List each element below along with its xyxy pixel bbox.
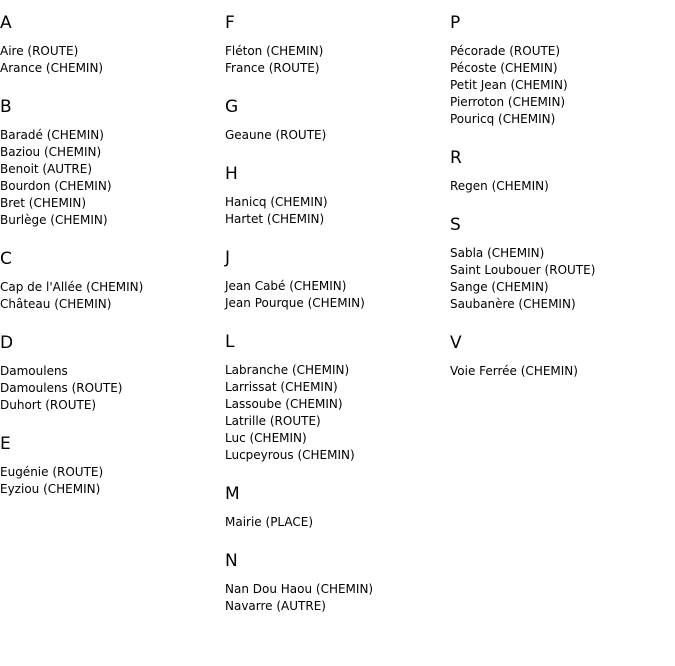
letter-group-r	[450, 148, 675, 195]
street-link[interactable]: Mairie (PLACE)	[225, 515, 314, 529]
street-link[interactable]: Damoulens (ROUTE)	[0, 381, 123, 395]
index-column	[0, 0, 225, 518]
letter-group-e	[0, 434, 225, 498]
letter-group-m	[225, 484, 450, 531]
street-list	[225, 278, 450, 312]
street-link[interactable]: Luc (CHEMIN)	[225, 431, 307, 445]
letter-heading: J	[225, 248, 231, 268]
street-link[interactable]: Hartet (CHEMIN)	[225, 212, 325, 226]
street-link[interactable]: Latrille (ROUTE)	[225, 414, 321, 428]
index-column	[225, 0, 450, 635]
street-link[interactable]: Hanicq (CHEMIN)	[225, 195, 328, 209]
street-list	[0, 363, 225, 414]
street-link[interactable]: Pouricq (CHEMIN)	[450, 112, 556, 126]
letter-heading: P	[450, 13, 461, 33]
letter-heading: V	[450, 333, 462, 353]
street-link[interactable]: France (ROUTE)	[225, 61, 320, 75]
street-link[interactable]: Sabla (CHEMIN)	[450, 246, 545, 260]
street-link[interactable]: Pécorade (ROUTE)	[450, 44, 561, 58]
street-list	[225, 43, 450, 77]
street-link[interactable]: Benoit (AUTRE)	[0, 162, 93, 176]
street-link[interactable]: Pierroton (CHEMIN)	[450, 95, 566, 109]
letter-group-d	[0, 333, 225, 414]
street-list	[0, 127, 225, 229]
letter-group-p	[450, 13, 675, 128]
street-link[interactable]: Pécoste (CHEMIN)	[450, 61, 558, 75]
street-link[interactable]: Geaune (ROUTE)	[225, 128, 327, 142]
street-link[interactable]: Regen (CHEMIN)	[450, 179, 549, 193]
street-link[interactable]: Voie Ferrée (CHEMIN)	[450, 364, 578, 378]
street-list	[225, 362, 450, 464]
letter-group-b	[0, 97, 225, 229]
street-link[interactable]: Eyziou (CHEMIN)	[0, 482, 101, 496]
street-link[interactable]: Larrissat (CHEMIN)	[225, 380, 338, 394]
street-link[interactable]: Bret (CHEMIN)	[0, 196, 87, 210]
street-link[interactable]: Jean Cabé (CHEMIN)	[225, 279, 347, 293]
street-list	[225, 194, 450, 228]
letter-heading: C	[0, 249, 12, 269]
street-link[interactable]: Damoulens	[0, 364, 68, 378]
street-link[interactable]: Lucpeyrous (CHEMIN)	[225, 448, 355, 462]
letter-group-s	[450, 215, 675, 313]
letter-heading: D	[0, 333, 14, 353]
index-column	[450, 0, 675, 400]
letter-group-h	[225, 164, 450, 228]
street-list	[450, 43, 675, 128]
street-link[interactable]: Bourdon (CHEMIN)	[0, 179, 112, 193]
letter-heading: S	[450, 215, 461, 235]
street-link[interactable]: Labranche (CHEMIN)	[225, 363, 350, 377]
street-link[interactable]: Saint Loubouer (ROUTE)	[450, 263, 596, 277]
letter-heading: F	[225, 13, 235, 33]
letter-heading: E	[0, 434, 11, 454]
street-link[interactable]: Fléton (CHEMIN)	[225, 44, 324, 58]
letter-heading: M	[225, 484, 240, 504]
street-list	[0, 43, 225, 77]
street-link[interactable]: Arance (CHEMIN)	[0, 61, 104, 75]
letter-group-j	[225, 248, 450, 312]
letter-heading: B	[0, 97, 12, 117]
street-list	[450, 245, 675, 313]
letter-heading: H	[225, 164, 238, 184]
street-link[interactable]: Sange (CHEMIN)	[450, 280, 549, 294]
letter-group-c	[0, 249, 225, 313]
street-link[interactable]: Aire (ROUTE)	[0, 44, 79, 58]
street-link[interactable]: Jean Pourque (CHEMIN)	[225, 296, 365, 310]
letter-heading: N	[225, 551, 238, 571]
street-list	[0, 279, 225, 313]
letter-group-n	[225, 551, 450, 615]
letter-group-g	[225, 97, 450, 144]
street-link[interactable]: Baziou (CHEMIN)	[0, 145, 102, 159]
letter-group-v	[450, 333, 675, 380]
street-link[interactable]: Saubanère (CHEMIN)	[450, 297, 576, 311]
letter-group-l	[225, 332, 450, 464]
street-list	[450, 363, 675, 380]
letter-group-a	[0, 13, 225, 77]
street-link[interactable]: Petit Jean (CHEMIN)	[450, 78, 568, 92]
street-link[interactable]: Nan Dou Haou (CHEMIN)	[225, 582, 374, 596]
street-list	[0, 464, 225, 498]
street-list	[225, 581, 450, 615]
street-link[interactable]: Navarre (AUTRE)	[225, 599, 326, 613]
letter-heading: R	[450, 148, 462, 168]
street-link[interactable]: Burlège (CHEMIN)	[0, 213, 108, 227]
street-link[interactable]: Château (CHEMIN)	[0, 297, 112, 311]
street-link[interactable]: Baradé (CHEMIN)	[0, 128, 104, 142]
letter-heading: G	[225, 97, 239, 117]
street-list	[225, 127, 450, 144]
letter-group-f	[225, 13, 450, 77]
street-link[interactable]: Eugénie (ROUTE)	[0, 465, 104, 479]
letter-heading: A	[0, 13, 12, 33]
street-link[interactable]: Lassoube (CHEMIN)	[225, 397, 343, 411]
street-list	[225, 514, 450, 531]
street-link[interactable]: Duhort (ROUTE)	[0, 398, 97, 412]
letter-heading: L	[225, 332, 235, 352]
street-link[interactable]: Cap de l'Allée (CHEMIN)	[0, 280, 144, 294]
street-list	[450, 178, 675, 195]
